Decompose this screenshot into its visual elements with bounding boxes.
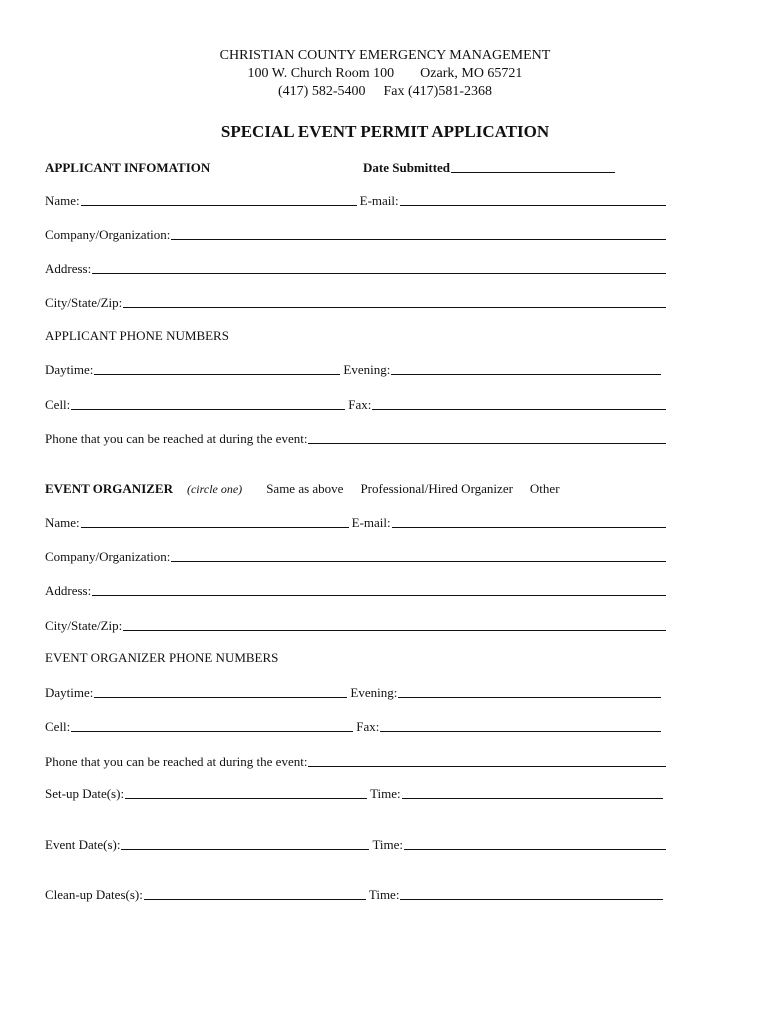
applicant-event-phone-field[interactable] — [308, 442, 666, 444]
event-time-label: Time: — [372, 837, 404, 852]
organizer-phones-heading: EVENT ORGANIZER PHONE NUMBERS — [45, 650, 279, 665]
applicant-address-field[interactable] — [92, 272, 666, 274]
cleanup-dates-field[interactable] — [144, 898, 366, 900]
cleanup-row — [45, 885, 669, 903]
organizer-company-field[interactable] — [171, 560, 666, 562]
applicant-daytime-label: Daytime: — [45, 362, 94, 377]
applicant-phones-heading: APPLICANT PHONE NUMBERS — [45, 328, 229, 343]
organizer-header-row — [45, 479, 669, 497]
agency-city: Ozark, MO 65721 — [420, 66, 523, 81]
organizer-company-row — [45, 547, 669, 565]
applicant-cell-row — [45, 395, 669, 413]
circle-one-note: (circle one) — [186, 482, 243, 496]
applicant-name-row — [45, 191, 669, 209]
organizer-address-row — [45, 581, 669, 599]
organizer-fax-field[interactable] — [380, 730, 661, 732]
applicant-company-row — [45, 225, 669, 243]
organizer-option-same[interactable]: Same as above — [266, 481, 344, 496]
applicant-name-field[interactable] — [81, 204, 357, 206]
organizer-daytime-row — [45, 683, 669, 701]
organizer-name-row — [45, 513, 669, 531]
applicant-address-label: Address: — [45, 261, 92, 276]
cleanup-time-label: Time: — [368, 887, 400, 902]
organizer-city-label: City/State/Zip: — [45, 618, 123, 633]
organizer-address-field[interactable] — [92, 594, 666, 596]
organizer-cell-label: Cell: — [45, 719, 71, 734]
organizer-cell-row — [45, 717, 669, 735]
applicant-header-row — [45, 158, 669, 176]
agency-fax: Fax (417)581-2368 — [383, 84, 492, 99]
agency-phone: (417) 582-5400 — [278, 84, 366, 99]
organizer-fax-label: Fax: — [356, 719, 380, 734]
organizer-cell-field[interactable] — [71, 730, 353, 732]
organizer-email-field[interactable] — [392, 526, 666, 528]
applicant-address-row — [45, 259, 669, 277]
applicant-evening-field[interactable] — [391, 373, 661, 375]
date-submitted-label: Date Submitted — [363, 160, 451, 175]
applicant-city-row — [45, 293, 669, 311]
setup-time-field[interactable] — [402, 797, 663, 799]
agency-address — [0, 65, 770, 83]
organizer-option-other[interactable]: Other — [529, 481, 560, 496]
page-title: SPECIAL EVENT PERMIT APPLICATION — [220, 122, 550, 141]
applicant-email-field[interactable] — [400, 204, 666, 206]
organizer-city-field[interactable] — [123, 629, 666, 631]
applicant-evening-label: Evening: — [343, 362, 391, 377]
organizer-name-field[interactable] — [81, 526, 349, 528]
applicant-company-label: Company/Organization: — [45, 227, 171, 242]
event-dates-label: Event Date(s): — [45, 837, 121, 852]
applicant-city-field[interactable] — [123, 306, 666, 308]
setup-time-label: Time: — [370, 786, 401, 801]
organizer-company-label: Company/Organization: — [45, 549, 171, 564]
agency-name: CHRISTIAN COUNTY EMERGENCY MANAGEMENT — [219, 48, 551, 63]
applicant-email-label: E-mail: — [359, 193, 399, 208]
organizer-daytime-label: Daytime: — [45, 685, 94, 700]
organizer-event-phone-row — [45, 752, 669, 770]
setup-dates-field[interactable] — [125, 797, 367, 799]
applicant-name-label: Name: — [45, 193, 80, 208]
organizer-city-row — [45, 616, 669, 634]
agency-contact — [0, 83, 770, 101]
event-dates-field[interactable] — [121, 848, 369, 850]
cleanup-time-field[interactable] — [400, 898, 663, 900]
organizer-event-phone-label: Phone that you can be reached at during the event: — [45, 754, 308, 769]
applicant-city-label: City/State/Zip: — [45, 295, 123, 310]
applicant-daytime-row — [45, 360, 669, 378]
applicant-daytime-field[interactable] — [94, 373, 340, 375]
applicant-company-field[interactable] — [171, 238, 666, 240]
agency-street: 100 W. Church Room 100 — [247, 66, 395, 81]
organizer-email-label: E-mail: — [351, 515, 391, 530]
organizer-event-phone-field[interactable] — [308, 765, 666, 767]
cleanup-dates-label: Clean-up Dates(s): — [45, 887, 143, 902]
applicant-section-heading: APPLICANT INFOMATION — [45, 160, 211, 175]
organizer-evening-label: Evening: — [350, 685, 398, 700]
organizer-daytime-field[interactable] — [94, 696, 347, 698]
applicant-fax-field[interactable] — [372, 408, 666, 410]
organizer-name-label: Name: — [45, 515, 80, 530]
organizer-evening-field[interactable] — [398, 696, 661, 698]
event-dates-row — [45, 835, 669, 853]
applicant-event-phone-label: Phone that you can be reached at during the event: — [45, 431, 308, 446]
setup-dates-label: Set-up Date(s): — [45, 786, 125, 801]
date-submitted-field[interactable] — [451, 171, 615, 173]
setup-row — [45, 784, 669, 802]
organizer-address-label: Address: — [45, 583, 92, 598]
applicant-fax-label: Fax: — [348, 397, 372, 412]
event-time-field[interactable] — [404, 848, 666, 850]
organizer-option-professional[interactable]: Professional/Hired Organizer — [360, 481, 513, 496]
applicant-event-phone-row — [45, 429, 669, 447]
organizer-section-heading: EVENT ORGANIZER — [45, 481, 173, 496]
applicant-cell-label: Cell: — [45, 397, 71, 412]
applicant-cell-field[interactable] — [71, 408, 345, 410]
